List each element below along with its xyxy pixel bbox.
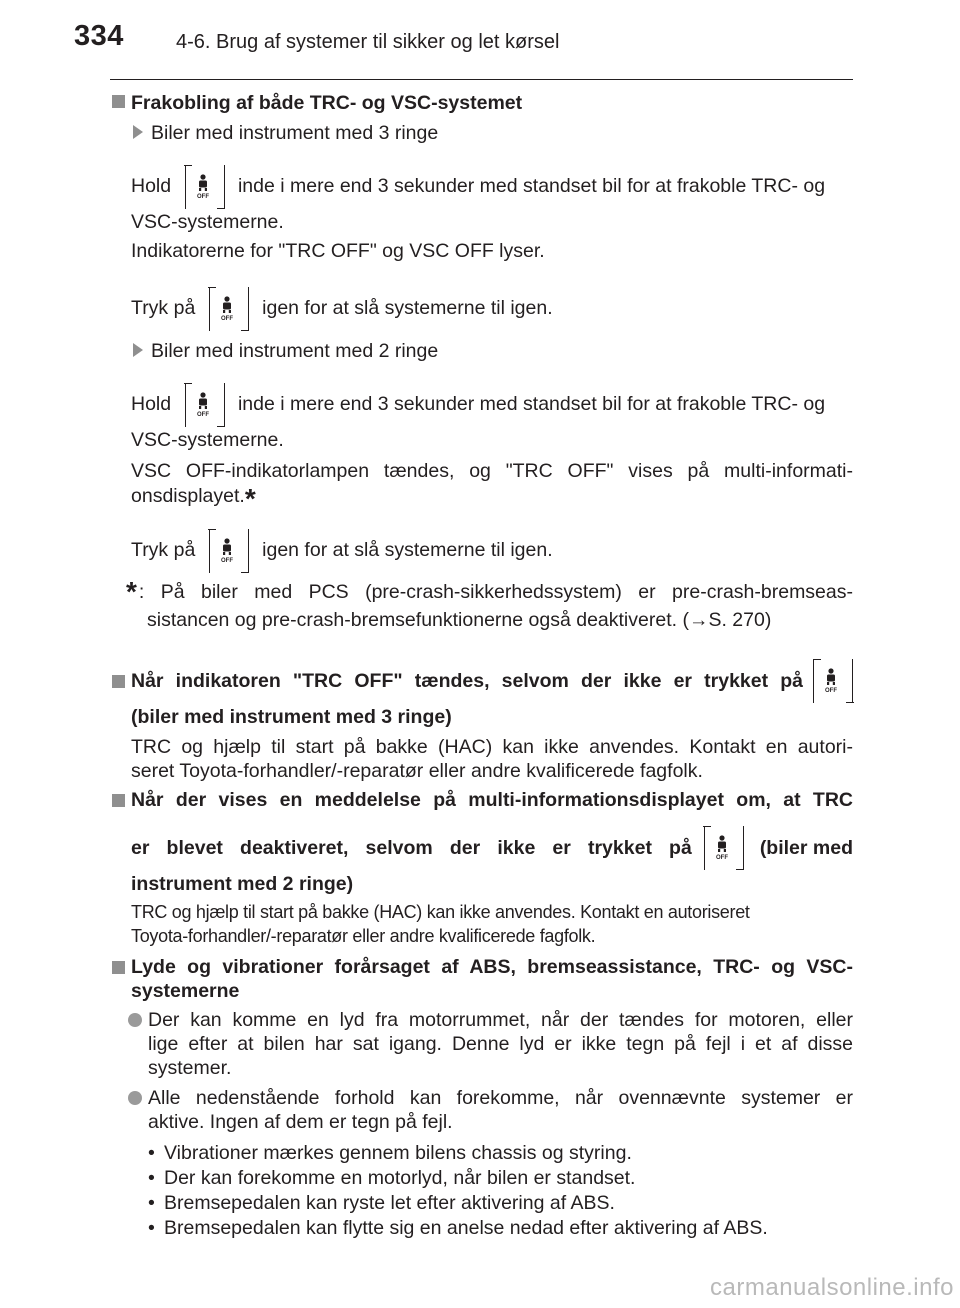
square-bullet-icon	[112, 95, 125, 108]
footnote-star: *	[244, 483, 256, 514]
trc-vsc-off-button-icon	[209, 287, 249, 331]
header-rule	[110, 79, 853, 80]
section-heading-trc-off-3-rings-line2: (biler med instrument med 3 ringe)	[131, 706, 452, 728]
page-number: 334	[74, 20, 124, 52]
svg-text:OFF: OFF	[196, 411, 209, 418]
triangle-bullet-icon	[133, 343, 143, 357]
trc-vsc-off-button-icon	[209, 529, 249, 573]
footnote-star: *	[126, 576, 137, 607]
section2-body-line2: seret Toyota-forhandler/-reparatør eller andre kvalificerede fagfolk.	[131, 760, 703, 782]
svg-text:OFF: OFF	[220, 315, 233, 322]
round-bullet-icon	[128, 1013, 142, 1027]
section-heading-trc-deactivated-2-rings: Når der vises en meddelelse på multi-informationsdisplayet om, at TRC	[112, 788, 853, 812]
section2-body-line1: TRC og hjælp til start på bakke (HAC) kan ikke anvendes. Kontakt en autori-	[131, 736, 853, 758]
subheading-3-rings: Biler med instrument med 3 ringe	[133, 121, 855, 145]
hold-instruction-2-rings: Hold OFF inde i mere end 3 sekunder med standset bil for at frakoble TRC- og	[131, 381, 853, 427]
indicator-text-3-rings: Indikatorerne for "TRC OFF" og VSC OFF lyser.	[131, 240, 545, 262]
trc-vsc-off-button-icon	[185, 383, 225, 427]
indicator-text-2-rings-line1: VSC OFF-indikatorlampen tændes, og "TRC OFF" vises på multi-informati-	[131, 460, 853, 482]
square-bullet-icon	[112, 675, 125, 688]
svg-text:OFF: OFF	[715, 855, 728, 861]
round-bullet-icon	[128, 1091, 142, 1105]
section3-body-line2: Toyota-forhandler/-reparatør eller andre kvalificerede fagfolk.	[131, 926, 596, 946]
section-heading-trc-deactivated-2-rings-line3: instrument med 2 ringe)	[131, 873, 354, 895]
trc-vsc-off-button-icon	[813, 659, 853, 703]
subheading-2-rings: Biler med instrument med 2 ringe	[133, 339, 855, 363]
section-heading-abs-noise: Lyde og vibrationer forårsaget af ABS, bremseassistance, TRC- og VSC-	[112, 955, 853, 979]
list-item: • Der kan forekomme en motorlyd, når bilen er standset.	[148, 1166, 853, 1191]
page-reference-arrow-icon: →	[688, 609, 709, 631]
section-heading-abs-noise-line2: systemerne	[131, 980, 240, 1002]
svg-text:OFF: OFF	[825, 688, 837, 694]
press-instruction-3-rings: Tryk på OFF igen for at slå systemerne til igen.	[131, 285, 853, 331]
watermark: carmanualsonline.info	[710, 1274, 954, 1301]
list-item: • Bremsepedalen kan ryste let efter aktivering af ABS.	[148, 1191, 853, 1216]
chapter-title: 4-6. Brug af systemer til sikker og let kørsel	[176, 31, 560, 53]
hold-instruction-3-rings: Hold OFF inde i mere end 3 sekunder med standset bil for at frakoble TRC- og	[131, 163, 853, 209]
section-heading-trc-deactivated-2-rings-line2: er blevet deaktiveret, selvom der ikke er trykket på OFF (biler med	[131, 824, 853, 872]
trc-vsc-off-button-icon	[704, 826, 744, 870]
trc-vsc-off-button-icon	[185, 165, 225, 209]
square-bullet-icon	[112, 961, 125, 974]
indicator-text-2-rings-line2: onsdisplayet.*	[131, 483, 256, 514]
point-engine-noise: Der kan komme en lyd fra motorrummet, når der tændes for motoren, eller lige efter at bilen har sat igang. Denne lyd er ikke tegn på fejl i et af disse systemer.	[128, 1008, 853, 1080]
section-heading-disable-trc-vsc: Frakobling af både TRC- og VSC-systemet	[112, 91, 834, 115]
svg-text:OFF: OFF	[196, 193, 209, 200]
point-conditions: Alle nedenstående forhold kan forekomme, når ovennævnte systemer er aktive. Ingen af dem er tegn på fejl.	[128, 1086, 853, 1134]
triangle-bullet-icon	[133, 125, 143, 139]
list-item: • Bremsepedalen kan flytte sig en anelse nedad efter aktivering af ABS.	[148, 1216, 853, 1241]
svg-text:OFF: OFF	[220, 557, 233, 564]
section3-body-line1: TRC og hjælp til start på bakke (HAC) kan ikke anvendes. Kontakt en autoriseret	[131, 902, 750, 922]
conditions-list	[148, 1141, 853, 1241]
hold-instruction-2-rings-line2: VSC-systemerne.	[131, 429, 284, 451]
square-bullet-icon	[112, 794, 125, 807]
page-reference: S. 270)	[708, 609, 772, 631]
section-heading-trc-off-3-rings: Når indikatoren "TRC OFF" tændes, selvom der ikke er trykket på OFF	[112, 657, 853, 705]
hold-instruction-3-rings-line2: VSC-systemerne.	[131, 211, 284, 233]
footnote: * : På biler med PCS (pre-crash-sikkerhedssystem) er pre-crash-bremseas- sistancen og pre-crash-bremsefunktionerne også deaktiveret. (→S. 270)	[126, 576, 853, 631]
list-item: • Vibrationer mærkes gennem bilens chassis og styring.	[148, 1141, 853, 1166]
press-instruction-2-rings: Tryk på OFF igen for at slå systemerne til igen.	[131, 527, 853, 573]
